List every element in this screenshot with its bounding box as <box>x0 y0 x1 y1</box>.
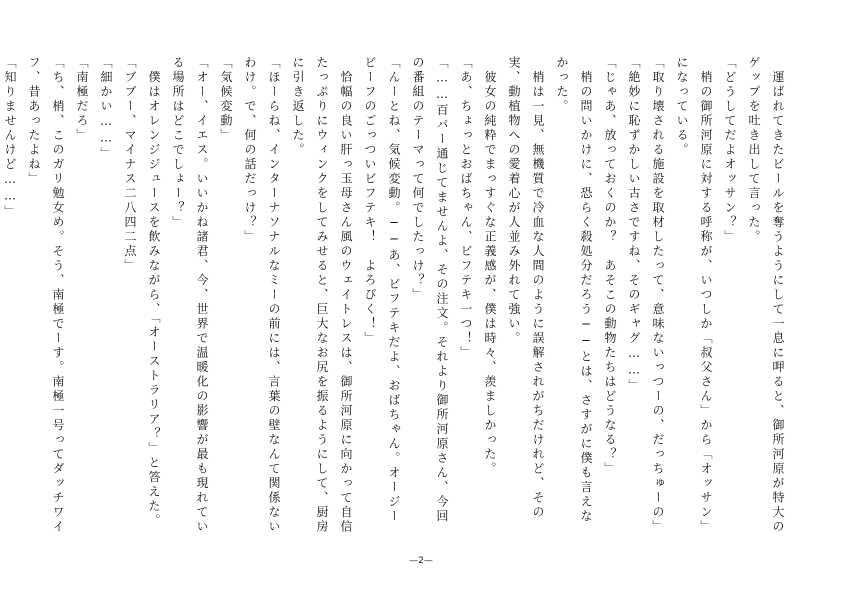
text-line: 「ブブー、マイナス二八四二点」 <box>123 56 137 274</box>
text-line: 「……百パー通じてませんよ、その注文。それより御所河原さん、今回の番組のテーマって何でしたっけ？」 <box>411 56 449 524</box>
text-line: 「んーとね、気候変動。──あ、ビフテキだよ、おばちゃん。オージービーフのごっついビフテキ！ よろぴく！」 <box>363 56 401 524</box>
text-line: 「ほーらね、インターナソナルなミーの前には、言葉の壁なんて関係ないわけ。で、何の話だっけ？」 <box>243 56 281 535</box>
text-line: 「あ、ちょっとおばちゃん、ビフテキ一つ！」 <box>459 56 473 361</box>
vertical-text-body <box>3 56 790 538</box>
text-line: 運ばれてきたビールを奪うようにして一息に呷ると、御所河原が特大のゲップを吐き出して言った。 <box>747 56 785 535</box>
text-line: 僕はオレンジジュースを飲みながら、「オーストラリア？」と答えた。 <box>147 56 161 529</box>
text-line: 恰幅の良い肝っ玉母さん風のウェイトレスは、御所河原に向かって自信たっぷりにウィンクをしてみせると、巨大なお尻を振るようにして、厨房に引き返した。 <box>291 56 353 535</box>
text-line: 「オー、イエス。いいかね諸君、今、世界で温暖化の影響が最も現れている場所はどこでしょー？」 <box>171 56 209 535</box>
text-line: 「じゃあ、放っておくのか？ あそこの動物たちはどうなる？」 <box>603 56 617 477</box>
text-line: 「ち、梢、このガリ勉女め。そう、南極でーす。南極一号ってダッチワイフ、昔あったよね」 <box>27 56 65 535</box>
text-line: 「気候変動」 <box>219 56 233 143</box>
text-line: 彼女の純粋でまっすぐな正義感が、僕は時々、羨ましかった。 <box>483 56 497 477</box>
text-line: 梢の御所河原に対する呼称が、いつしか「叔父さん」から「オッサン」になっている。 <box>675 56 713 535</box>
text-line: 「どうしてだよオッサン？」 <box>723 56 737 245</box>
text-line: 「細かい……」 <box>99 56 113 162</box>
page-number: —2— <box>409 556 433 566</box>
text-line: 「取り壊される施設を取材したって、意味ないっつーの、だっちゅーの」 <box>651 56 665 535</box>
text-line: 梢は一見、無機質で冷血な人間のように誤解されがちだけれど、その実、動植物への愛着心が人並み外れて強い。 <box>507 56 545 520</box>
text-line: 「南極だろ」 <box>75 56 89 143</box>
text-line: 「絶妙に恥ずかしい古さですね、そのギャグ……」 <box>627 56 641 394</box>
text-line: 「知りませんけど……」 <box>3 56 17 220</box>
text-line: 梢の問いかけに、恐らく殺処分だろう──とは、さすがに僕も言えなかった。 <box>555 56 593 524</box>
